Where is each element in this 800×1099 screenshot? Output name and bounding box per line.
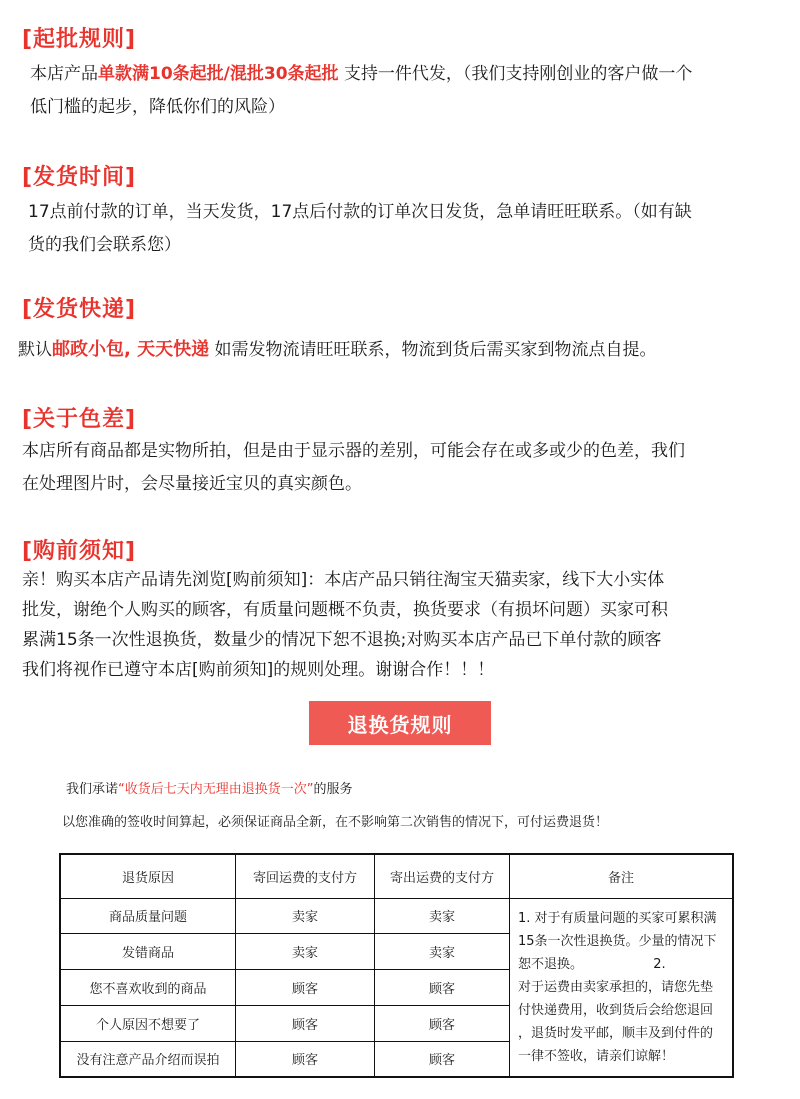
text-span: 支持一件代发，（我们支持刚创业的客户做一个 bbox=[338, 64, 693, 84]
section-title-notice: [购前须知] bbox=[22, 539, 137, 564]
wholesale-line-1 bbox=[30, 58, 692, 91]
promise-quote: “收货后七天内无理由退换货一次” bbox=[118, 782, 314, 797]
text-span: 本店产品 bbox=[30, 64, 98, 84]
row-send-fee: 顾客 bbox=[375, 1042, 510, 1077]
table-header-row bbox=[60, 854, 733, 898]
notice-line-1: 亲！购买本店产品请先浏览[购前须知]：本店产品只销往淘宝天猫卖家，线下大小实体 bbox=[22, 570, 665, 590]
notice-line-4: 我们将视作已遵守本店[购前须知]的规则处理。谢谢合作！！！ bbox=[22, 660, 495, 680]
row-reason: 您不喜欢收到的商品 bbox=[60, 970, 236, 1006]
notice-line-3: 累满15条一次性退换货，数量少的情况下恕不退换;对购买本店产品已下单付款的顾客 bbox=[22, 630, 662, 650]
notice-text bbox=[22, 565, 668, 685]
text-span: 的服务 bbox=[313, 782, 353, 797]
note-line: 对于运费由卖家承担的，请您先垫 bbox=[518, 979, 714, 995]
row-send-fee: 卖家 bbox=[375, 934, 510, 970]
note-line: 付快递费用，收到货后会给您退回 bbox=[518, 1002, 714, 1018]
row-return-fee: 顾客 bbox=[236, 970, 375, 1006]
row-send-fee: 卖家 bbox=[375, 898, 510, 934]
section-title-color: [关于色差] bbox=[22, 407, 137, 432]
header-reason: 退货原因 bbox=[60, 854, 236, 898]
text-span: 如需发物流请旺旺联系，物流到货后需买家到物流点自提。 bbox=[209, 340, 657, 360]
return-rules-table bbox=[59, 853, 734, 1078]
wholesale-highlight: 单款满10条起批/混批30条起批 bbox=[98, 64, 339, 84]
note-line: ，退货时发平邮，顺丰及到付件的 bbox=[518, 1025, 714, 1041]
row-return-fee: 顾客 bbox=[236, 1042, 375, 1077]
courier-text bbox=[18, 333, 657, 367]
header-return-fee: 寄回运费的支付方 bbox=[236, 854, 375, 898]
note-line: 一律不签收，请亲们谅解！ bbox=[518, 1048, 675, 1064]
row-return-fee: 卖家 bbox=[236, 934, 375, 970]
courier-highlight-tiantian: 天天快递 bbox=[137, 339, 210, 360]
shipping-time-line-2: 货的我们会联系您） bbox=[28, 235, 181, 255]
header-send-fee: 寄出运费的支付方 bbox=[375, 854, 510, 898]
text-span: 默认 bbox=[18, 340, 52, 360]
color-text bbox=[22, 435, 685, 501]
row-send-fee: 顾客 bbox=[375, 970, 510, 1006]
courier-highlight-postal: 邮政小包 bbox=[52, 339, 124, 360]
wholesale-text bbox=[30, 58, 692, 124]
promise-text bbox=[66, 778, 353, 797]
notes-cell bbox=[510, 898, 734, 1077]
section-title-courier: [发货快递] bbox=[22, 297, 137, 322]
table-row bbox=[60, 898, 733, 934]
wholesale-line-2: 低门槛的起步，降低你们的风险） bbox=[30, 97, 285, 117]
row-reason: 个人原因不想要了 bbox=[60, 1006, 236, 1042]
section-title-wholesale: [起批规则] bbox=[22, 27, 137, 52]
row-reason: 商品质量问题 bbox=[60, 898, 236, 934]
shipping-time-line-1: 17点前付款的订单，当天发货，17点后付款的订单次日发货，急单请旺旺联系。（如有缺 bbox=[28, 202, 692, 222]
row-reason: 没有注意产品介绍而误拍 bbox=[60, 1042, 236, 1077]
text-span: 我们承诺 bbox=[66, 782, 119, 797]
note-line: 15条一次性退换货。少量的情况下 bbox=[518, 933, 717, 949]
section-title-shipping-time: [发货时间] bbox=[22, 165, 137, 190]
text-span: , bbox=[124, 339, 138, 360]
note-line: 恕不退换。 2. bbox=[518, 956, 666, 972]
condition-text: 以您准确的签收时间算起，必须保证商品全新，在不影响第二次销售的情况下，可付运费退货！ bbox=[62, 815, 609, 830]
row-reason: 发错商品 bbox=[60, 934, 236, 970]
color-line-2: 在处理图片时，会尽量接近宝贝的真实颜色。 bbox=[22, 474, 362, 494]
shipping-time-text bbox=[28, 196, 692, 262]
row-return-fee: 顾客 bbox=[236, 1006, 375, 1042]
return-rules-banner: 退换货规则 bbox=[309, 701, 491, 745]
notice-line-2: 批发，谢绝个人购买的顾客，有质量问题概不负责，换货要求（有损坏问题）买家可积 bbox=[22, 600, 668, 620]
color-line-1: 本店所有商品都是实物所拍，但是由于显示器的差别，可能会存在或多或少的色差，我们 bbox=[22, 441, 685, 461]
note-line: 1. 对于有质量问题的买家可累积满 bbox=[518, 910, 717, 926]
row-return-fee: 卖家 bbox=[236, 898, 375, 934]
row-send-fee: 顾客 bbox=[375, 1006, 510, 1042]
header-notes: 备注 bbox=[510, 854, 734, 898]
